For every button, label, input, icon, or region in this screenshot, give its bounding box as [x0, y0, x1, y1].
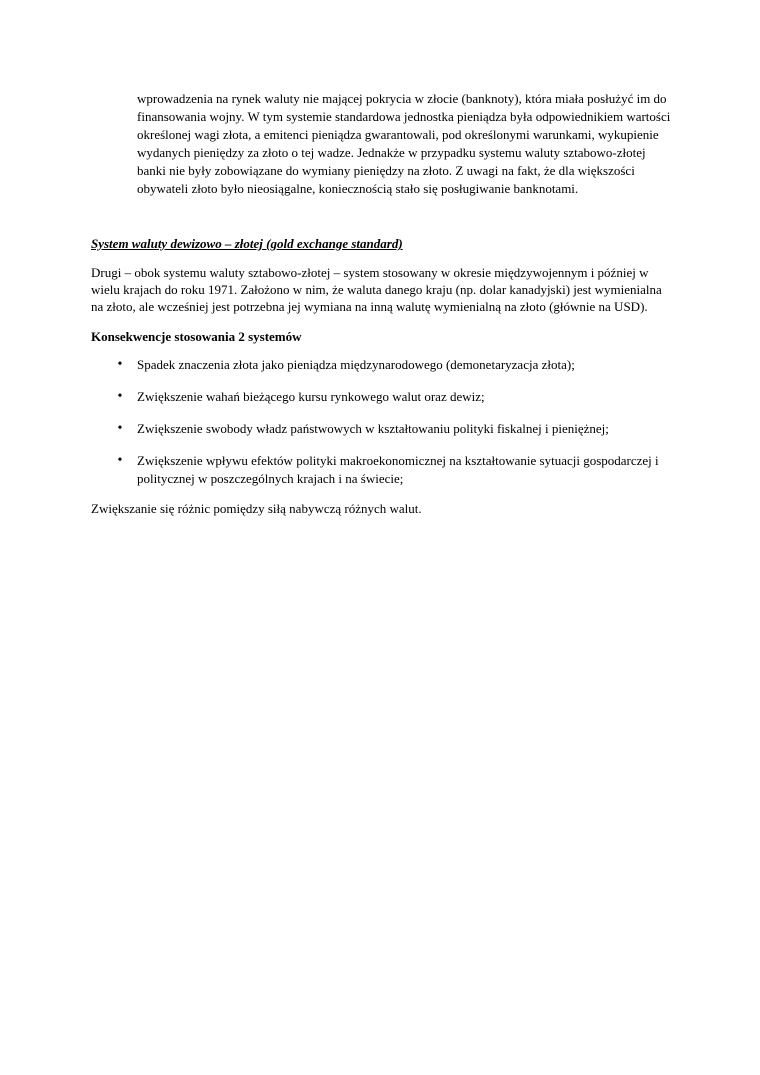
bullet-icon: •	[117, 421, 123, 436]
consequences-list	[0, 356, 760, 488]
consequences-heading: Konsekwencje stosowania 2 systemów	[91, 329, 302, 344]
bullet-icon: •	[117, 453, 123, 468]
list-item-text: Zwiększenie swobody władz państwowych w kształtowaniu polityki fiskalnej i pieniężnej;	[137, 421, 609, 436]
bullet-icon: •	[117, 357, 123, 372]
list-item	[0, 356, 760, 374]
closing-line: Zwiększanie się różnic pomiędzy siłą nabywczą różnych walut.	[91, 501, 422, 516]
list-item-text: Spadek znaczenia złota jako pieniądza międzynarodowego (demonetaryzacja złota);	[137, 357, 575, 372]
list-item	[0, 452, 760, 488]
list-item	[0, 420, 760, 438]
section-heading-gold-exchange-standard: System waluty dewizowo – złotej (gold exchange standard)	[91, 236, 403, 251]
continuation-paragraph: wprowadzenia na rynek waluty nie mającej pokrycia w złocie (banknoty), która miała posłużyć im do finansowania wojny. W tym systemie standardowa jednostka pieniądza była odpowiednikiem wartości określonej wagi złota, a emitenci pieniądza gwarantowali, pod określonymi warunkami, wykupienie wydanych pieniędzy za złoto o tej wadze. Jednakże w przypadku systemu waluty sztabowo-złotej banki nie były zobowiązane do wymiany pieniędzy na złoto. Z uwagi na fakt, że dla większości obywateli złoto było nieosiągalne, koniecznością stało się posługiwanie banknotami.	[137, 91, 671, 196]
list-item-text: Zwiększenie wpływu efektów polityki makroekonomicznej na kształtowanie sytuacji gospodarczej i politycznej w poszczególnych krajach i na świecie;	[137, 453, 659, 486]
list-item-text: Zwiększenie wahań bieżącego kursu rynkowego walut oraz dewiz;	[137, 389, 485, 404]
bullet-icon: •	[117, 389, 123, 404]
section-paragraph: Drugi – obok systemu waluty sztabowo-złotej – system stosowany w okresie międzywojennym i później w wielu krajach do roku 1971. Założono w nim, że waluta danego kraju (np. dolar kanadyjski) jest wymienialna na złoto, ale wcześniej jest potrzebna jej wymiana na inną walutę wymienialną na złoto (głównie na USD).	[91, 265, 662, 314]
list-item	[0, 388, 760, 406]
